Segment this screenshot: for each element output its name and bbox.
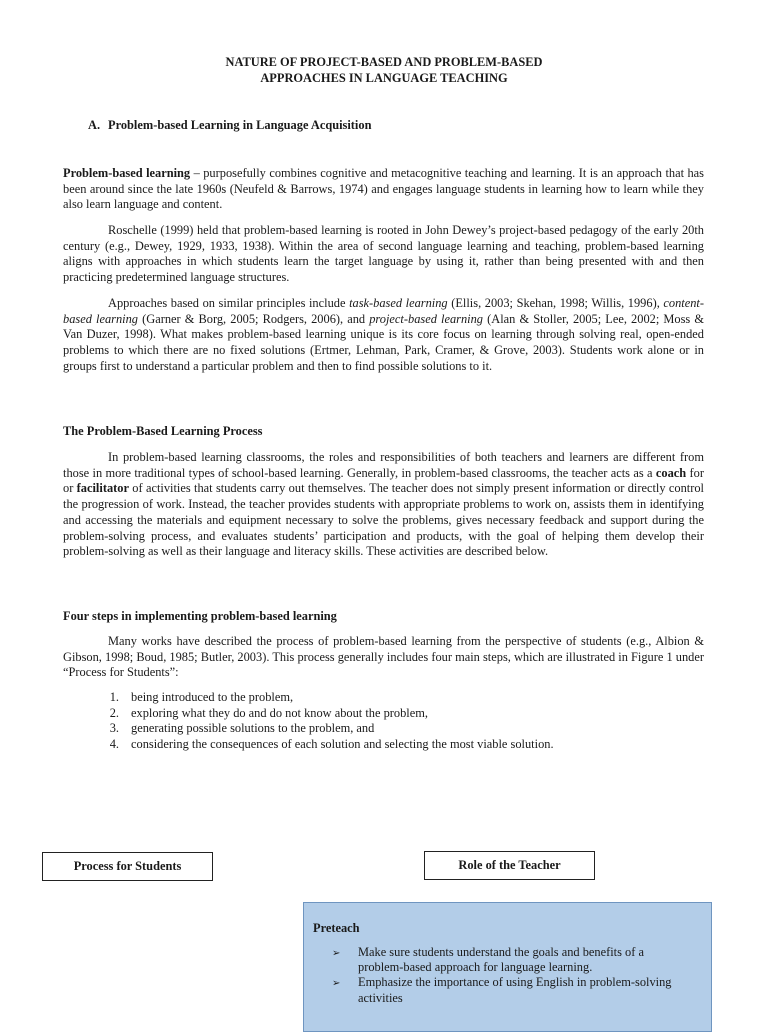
approaches-paragraph [63,296,704,375]
list-item: 1. being introduced to the problem, [109,690,294,704]
list-item: ➢ Make sure students understand the goals and benefits of a problem-based approach for language learning. [332,945,644,975]
section-label: Problem-based Learning in Language Acquisition [108,118,372,132]
process-for-students-box [42,852,213,881]
approaches-text-3: (Garner & Borg, 2005; Rodgers, 2006), and [138,311,370,326]
content-based-term: content-based learning [63,296,704,326]
intro-paragraph [63,166,704,213]
steps-heading: Four steps in implementing problem-based learning [63,609,337,623]
approaches-text-4: (Alan & Stoller, 2005; Lee, 2002; Moss & Van Duzer, 1998). What makes problem-based learning unique is its core focus on learning through solving real, open-ended problems to which there are no fixed solutions (Ertmer, Lehman, Park, Cramer, & Grove, 2003). Students work alone or in groups first to understand a particular problem and then to find possible solutions to it. [63,311,704,373]
role-of-teacher-label: Role of the Teacher [458,858,561,872]
document-title [0,54,768,86]
process-for-students-label: Process for Students [73,859,182,873]
process-text-1: In problem-based learning classrooms, the roles and responsibilities of both teachers and learners are different from those in more traditional types of school-based learning. Generally, in problem-based classrooms, the teacher acts as a [63,450,704,480]
approaches-text-2: (Ellis, 2003; Skehan, 1998; Willis, 1996), [447,296,664,310]
approaches-text-1: Approaches based on similar principles include [108,296,350,310]
list-item: 4. considering the consequences of each solution and selecting the most viable solution. [109,737,554,752]
title-line-2: APPROACHES IN LANGUAGE TEACHING [260,71,508,85]
arrow-bullet-icon: ➢ [332,948,341,959]
process-heading: The Problem-Based Learning Process [63,424,263,438]
role-of-teacher-box [424,851,595,880]
coach-term: coach [655,465,687,480]
list-item: ➢ Emphasize the importance of using English in problem-solving activities [332,975,672,1005]
preteach-box [303,902,712,1032]
list-item: 3. generating possible solutions to the problem, and [109,721,375,736]
project-based-term: project-based learning [369,311,484,326]
title-line-1: NATURE OF PROJECT-BASED AND PROBLEM-BASED [225,55,543,69]
intro-rest: – purposefully combines cognitive and metacognitive teaching and learning. It is an approach that has been around since the late 1960s (Neufeld & Barrows, 1974) and engages language students in learning how to learn while they also learn language and content. [63,166,704,212]
preteach-title: Preteach [313,921,360,935]
section-number: A. [88,118,101,132]
arrow-bullet-icon: ➢ [332,978,341,990]
process-text-3: of activities that students carry out themselves. The teacher does not simply present information or directly control the progression of work. Instead, the teacher provides students with appropriate problems to work on, assists them in identifying and accessing the materials and equipment necessary to solve the problems, gives necessary feedback and support during the problem-solving process, and evaluates students’ participation and products, with the goal of helping them develop their problem-solving as well as their language and literacy skills. These activities are described below. [63,481,705,559]
steps-intro-text: Many works have described the process of problem-based learning from the perspective of students (e.g., Albion & Gibson, 1998; Boud, 1985; Butler, 2003). This process generally includes four main steps, which are illustrated in Figure 1 under “Process for Students”: [63,634,704,680]
process-paragraph [63,450,704,560]
roschelle-paragraph [63,223,704,286]
steps-list [63,690,554,753]
steps-paragraph [63,634,704,681]
facilitator-term: facilitator [76,481,129,496]
process-text-2: for or [63,465,705,496]
section-a-heading [88,118,371,133]
intro-term: Problem-based learning [63,166,191,180]
preteach-bullets [332,945,692,1006]
task-based-term: task-based learning [349,296,448,310]
list-item: 2. exploring what they do and do not know about the problem, [109,705,428,720]
roschelle-text: Roschelle (1999) held that problem-based learning is rooted in John Dewey’s project-based pedagogy of the early 20th century (e.g., Dewey, 1929, 1933, 1938). Within the area of second language learning and teaching, problem-based learning aligns with approaches in which students learn the target language by using it, rather than being presented with and then practicing predetermined language structures. [63,223,704,285]
